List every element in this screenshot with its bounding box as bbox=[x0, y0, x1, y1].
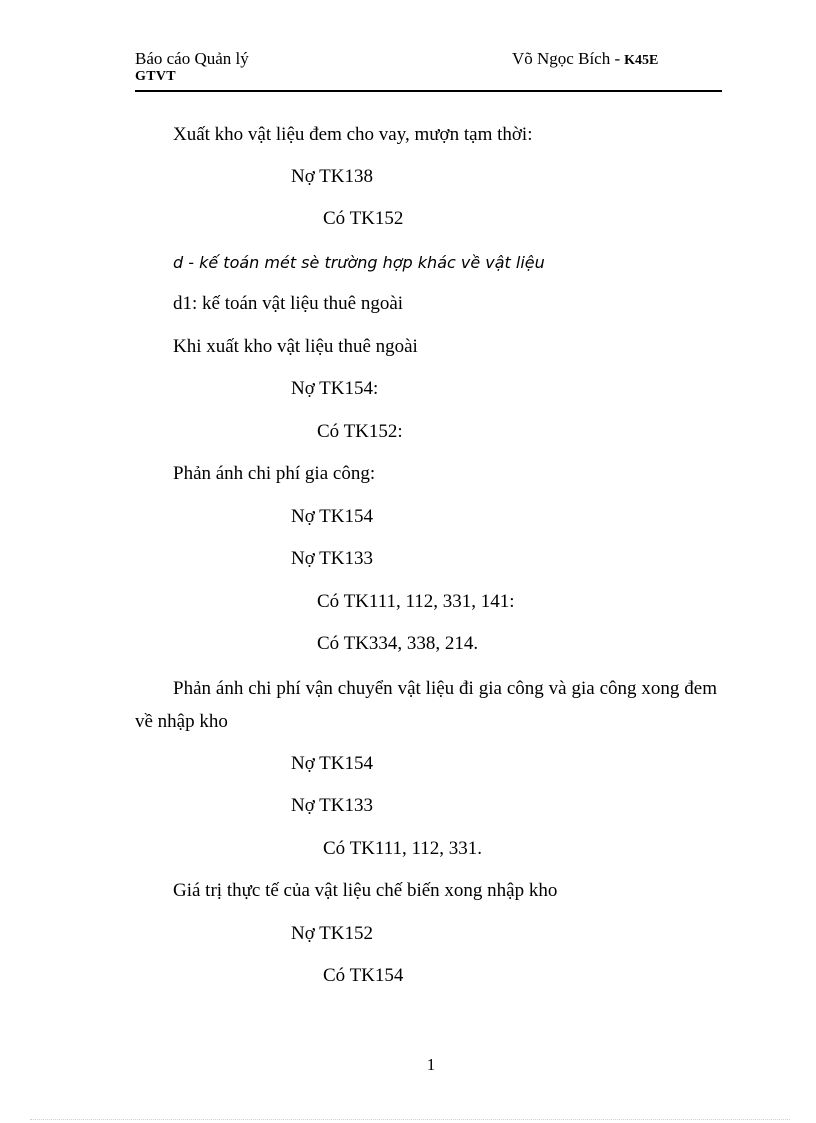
text-line: Nợ TK154 bbox=[291, 506, 374, 527]
paragraph: Phản ánh chi phí vận chuyển vật liệu đi gia công và gia công xong đem về nhập kho bbox=[135, 678, 717, 732]
page-number: 1 bbox=[426, 1055, 436, 1074]
text-line: Xuất kho vật liệu đem cho vay, mượn tạm thời: bbox=[173, 124, 533, 145]
text-line: Nợ TK133 bbox=[291, 795, 374, 816]
text-line: Phản ánh chi phí gia công: bbox=[173, 463, 376, 484]
footer-divider bbox=[30, 1119, 790, 1120]
text-line: Giá trị thực tế của vật liệu chế biến xong nhập kho bbox=[173, 880, 558, 901]
header-left bbox=[135, 49, 249, 85]
section-heading: d - kế toán mét sè trường hợp khác về vật liệu bbox=[173, 253, 545, 272]
text-line: Có TK152: bbox=[317, 421, 403, 442]
text-line: Khi xuất kho vật liệu thuê ngoài bbox=[173, 336, 418, 357]
text-line: Có TK111, 112, 331, 141: bbox=[317, 591, 515, 612]
subsection-heading: d1: kế toán vật liệu thuê ngoài bbox=[173, 293, 404, 314]
text-line: Có TK334, 338, 214. bbox=[317, 633, 479, 654]
header-divider bbox=[135, 90, 722, 92]
text-line: Có TK111, 112, 331. bbox=[323, 838, 483, 859]
text-line: Nợ TK152 bbox=[291, 923, 374, 944]
text-line: Nợ TK133 bbox=[291, 548, 374, 569]
header-report-subtitle: GTVT bbox=[135, 69, 176, 84]
text-line: Nợ TK154 bbox=[291, 753, 374, 774]
header-right bbox=[512, 49, 658, 71]
text-line: Có TK154 bbox=[323, 965, 404, 986]
header-class-code: K45E bbox=[624, 53, 659, 68]
text-line: Có TK152 bbox=[323, 208, 404, 229]
header-report-title: Báo cáo Quản lý bbox=[135, 49, 249, 68]
text-line: Nợ TK154: bbox=[291, 378, 379, 399]
header-author-name: Võ Ngọc Bích - bbox=[512, 49, 621, 68]
text-line: Nợ TK138 bbox=[291, 166, 374, 187]
